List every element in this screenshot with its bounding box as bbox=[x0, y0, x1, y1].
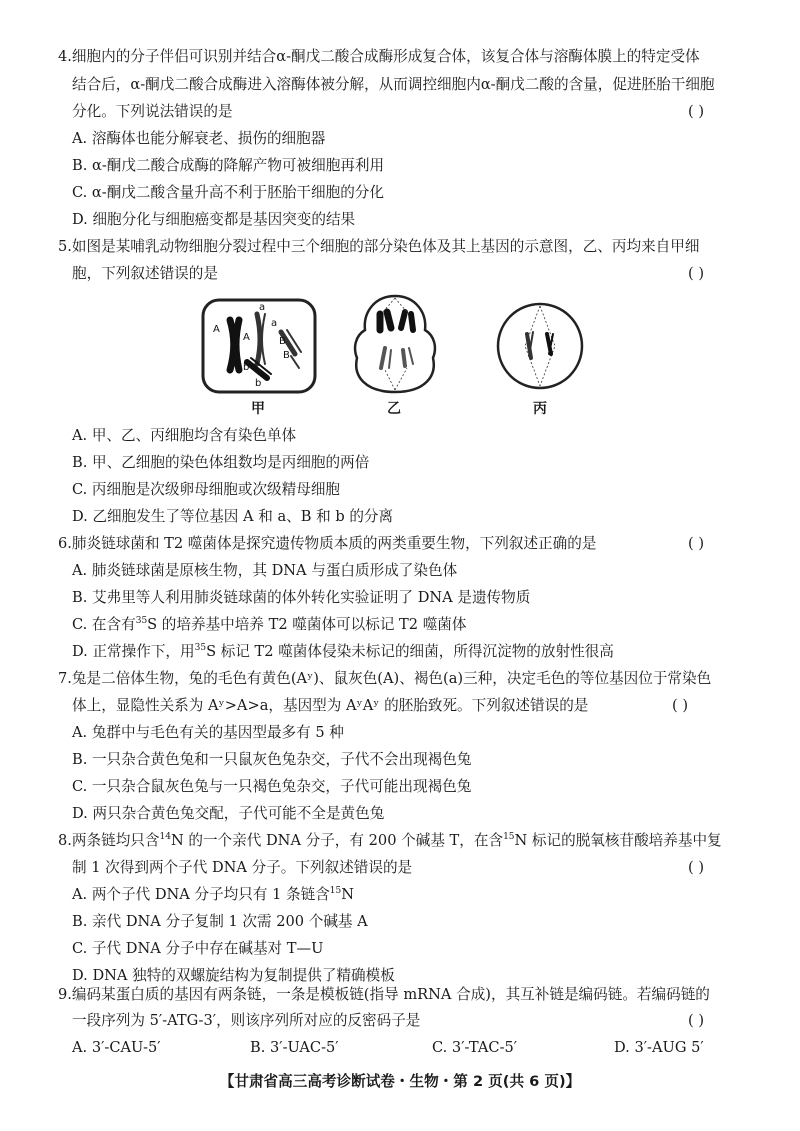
gene-label-a3: a bbox=[259, 302, 266, 313]
q5-stem-line1: 5.如图是某哺乳动物细胞分裂过程中三个细胞的部分染色体及其上基因的示意图，乙、丙均来自甲细 bbox=[58, 238, 700, 255]
q4-option-b: B. α-酮戊二酸合成酶的降解产物可被细胞再利用 bbox=[72, 157, 385, 174]
q4-stem-line3: 分化。下列说法错误的是 bbox=[72, 103, 233, 120]
q8-stem-line2: 制 1 次得到两个子代 DNA 分子。下列叙述错误的是 bbox=[72, 859, 413, 876]
q8-answer-paren: ( ) bbox=[688, 859, 705, 876]
q4-answer-paren: ( ) bbox=[688, 103, 705, 120]
page-footer: 【甘肃省高三高考诊断试卷・生物・第 2 页(共 6 页)】 bbox=[219, 1073, 581, 1090]
gene-label-a2: A bbox=[243, 332, 250, 343]
cell-yi-diagram bbox=[355, 296, 435, 392]
q9-stem-line1: 9.编码某蛋白质的基因有两条链，一条是模板链(指导 mRNA 合成)，其互补链是编码链。若编码链的 bbox=[58, 986, 710, 1003]
q9-option-b: B. 3′-UAC-5′ bbox=[250, 1039, 339, 1056]
gene-label-a1: A bbox=[213, 324, 220, 335]
q9-option-d: D. 3′-AUG 5′ bbox=[614, 1039, 704, 1056]
figure-label-bing: 丙 bbox=[533, 401, 547, 417]
q5-option-b: B. 甲、乙细胞的染色体组数均是丙细胞的两倍 bbox=[72, 454, 370, 471]
q7-stem-line1: 7.兔是二倍体生物，兔的毛色有黄色(Aʸ)、鼠灰色(A)、褐色(a)三种，决定毛色的等位基因位于常染色 bbox=[58, 670, 712, 687]
q8-stem-line1: 8.两条链均只含$^{14}$N 的一个亲代 DNA 分子，有 200 个碱基 T，在含$^{15}$N 标记的脱氧核苷酸培养基中复 bbox=[58, 832, 722, 849]
cell-division-figure bbox=[195, 292, 615, 418]
q6-stem-line1: 6.肺炎链球菌和 T2 噬菌体是探究遗传物质本质的两类重要生物，下列叙述正确的是 bbox=[58, 535, 597, 552]
q8-option-b: B. 亲代 DNA 分子复制 1 次需 200 个碱基 A bbox=[72, 913, 368, 930]
q5-option-d: D. 乙细胞发生了等位基因 A 和 a、B 和 b 的分离 bbox=[72, 508, 394, 525]
q6-option-c: C. 在含有$^{35}$S 的培养基中培养 T2 噬菌体可以标记 T2 噬菌体 bbox=[72, 616, 467, 633]
q9-answer-paren: ( ) bbox=[688, 1012, 705, 1029]
q5-option-c: C. 丙细胞是次级卵母细胞或次级精母细胞 bbox=[72, 481, 341, 498]
q7-option-c: C. 一只杂合鼠灰色兔与一只褐色兔杂交，子代可能出现褐色兔 bbox=[72, 778, 472, 795]
q6-option-b: B. 艾弗里等人利用肺炎链球菌的体外转化实验证明了 DNA 是遗传物质 bbox=[72, 589, 531, 606]
q5-stem-line2: 胞，下列叙述错误的是 bbox=[72, 265, 218, 282]
q4-stem-line1: 4.细胞内的分子伴侣可识别并结合α-酮戊二酸合成酶形成复合体，该复合体与溶酶体膜上的特定受体 bbox=[58, 48, 700, 65]
q7-option-a: A. 兔群中与毛色有关的基因型最多有 5 种 bbox=[72, 724, 344, 741]
q8-option-d: D. DNA 独特的双螺旋结构为复制提供了精确模板 bbox=[72, 967, 395, 984]
gene-label-b2: B bbox=[283, 350, 290, 361]
q5-option-a: A. 甲、乙、丙细胞均含有染色单体 bbox=[72, 427, 297, 444]
gene-label-b4: b bbox=[255, 378, 262, 389]
figure-label-yi: 乙 bbox=[387, 401, 401, 417]
q6-answer-paren: ( ) bbox=[688, 535, 705, 552]
q9-option-c: C. 3′-TAC-5′ bbox=[432, 1039, 518, 1056]
q4-option-a: A. 溶酶体也能分解衰老、损伤的细胞器 bbox=[72, 130, 326, 147]
q4-stem-line2: 结合后，α-酮戊二酸合成酶进入溶酶体被分解，从而调控细胞内α-酮戊二酸的含量，促进胚胎干细胞 bbox=[72, 76, 715, 93]
q8-option-a: A. 两个子代 DNA 分子均只有 1 条链含$^{15}$N bbox=[72, 886, 355, 903]
q7-option-b: B. 一只杂合黄色兔和一只鼠灰色兔杂交，子代不会出现褐色兔 bbox=[72, 751, 472, 768]
q7-answer-paren: ( ) bbox=[672, 697, 689, 714]
cell-bing-diagram bbox=[498, 304, 582, 388]
q4-option-d: D. 细胞分化与细胞癌变都是基因突变的结果 bbox=[72, 211, 356, 228]
q9-option-a: A. 3′-CAU-5′ bbox=[72, 1039, 161, 1056]
q6-option-d: D. 正常操作下，用$^{35}$S 标记 T2 噬菌体侵染未标记的细菌，所得沉淀物的放射性很高 bbox=[72, 643, 614, 660]
q6-option-a: A. 肺炎链球菌是原核生物，其 DNA 与蛋白质形成了染色体 bbox=[72, 562, 458, 579]
figure-label-jia: 甲 bbox=[251, 401, 265, 417]
q4-option-c: C. α-酮戊二酸含量升高不利于胚胎干细胞的分化 bbox=[72, 184, 384, 201]
q7-stem-line2: 体上，显隐性关系为 Aʸ>A>a，基因型为 AʸAʸ 的胚胎致死。下列叙述错误的是 bbox=[72, 697, 589, 714]
q9-stem-line2: 一段序列为 5′-ATG-3′，则该序列所对应的反密码子是 bbox=[72, 1012, 421, 1029]
gene-label-b3: b bbox=[243, 362, 250, 373]
gene-label-a4: a bbox=[271, 318, 278, 329]
cell-jia-diagram bbox=[203, 300, 315, 392]
q5-answer-paren: ( ) bbox=[688, 265, 705, 282]
gene-label-b1: B bbox=[279, 336, 286, 347]
q8-option-c: C. 子代 DNA 分子中存在碱基对 T—U bbox=[72, 940, 324, 957]
q7-option-d: D. 两只杂合黄色兔交配，子代可能不全是黄色兔 bbox=[72, 805, 385, 822]
